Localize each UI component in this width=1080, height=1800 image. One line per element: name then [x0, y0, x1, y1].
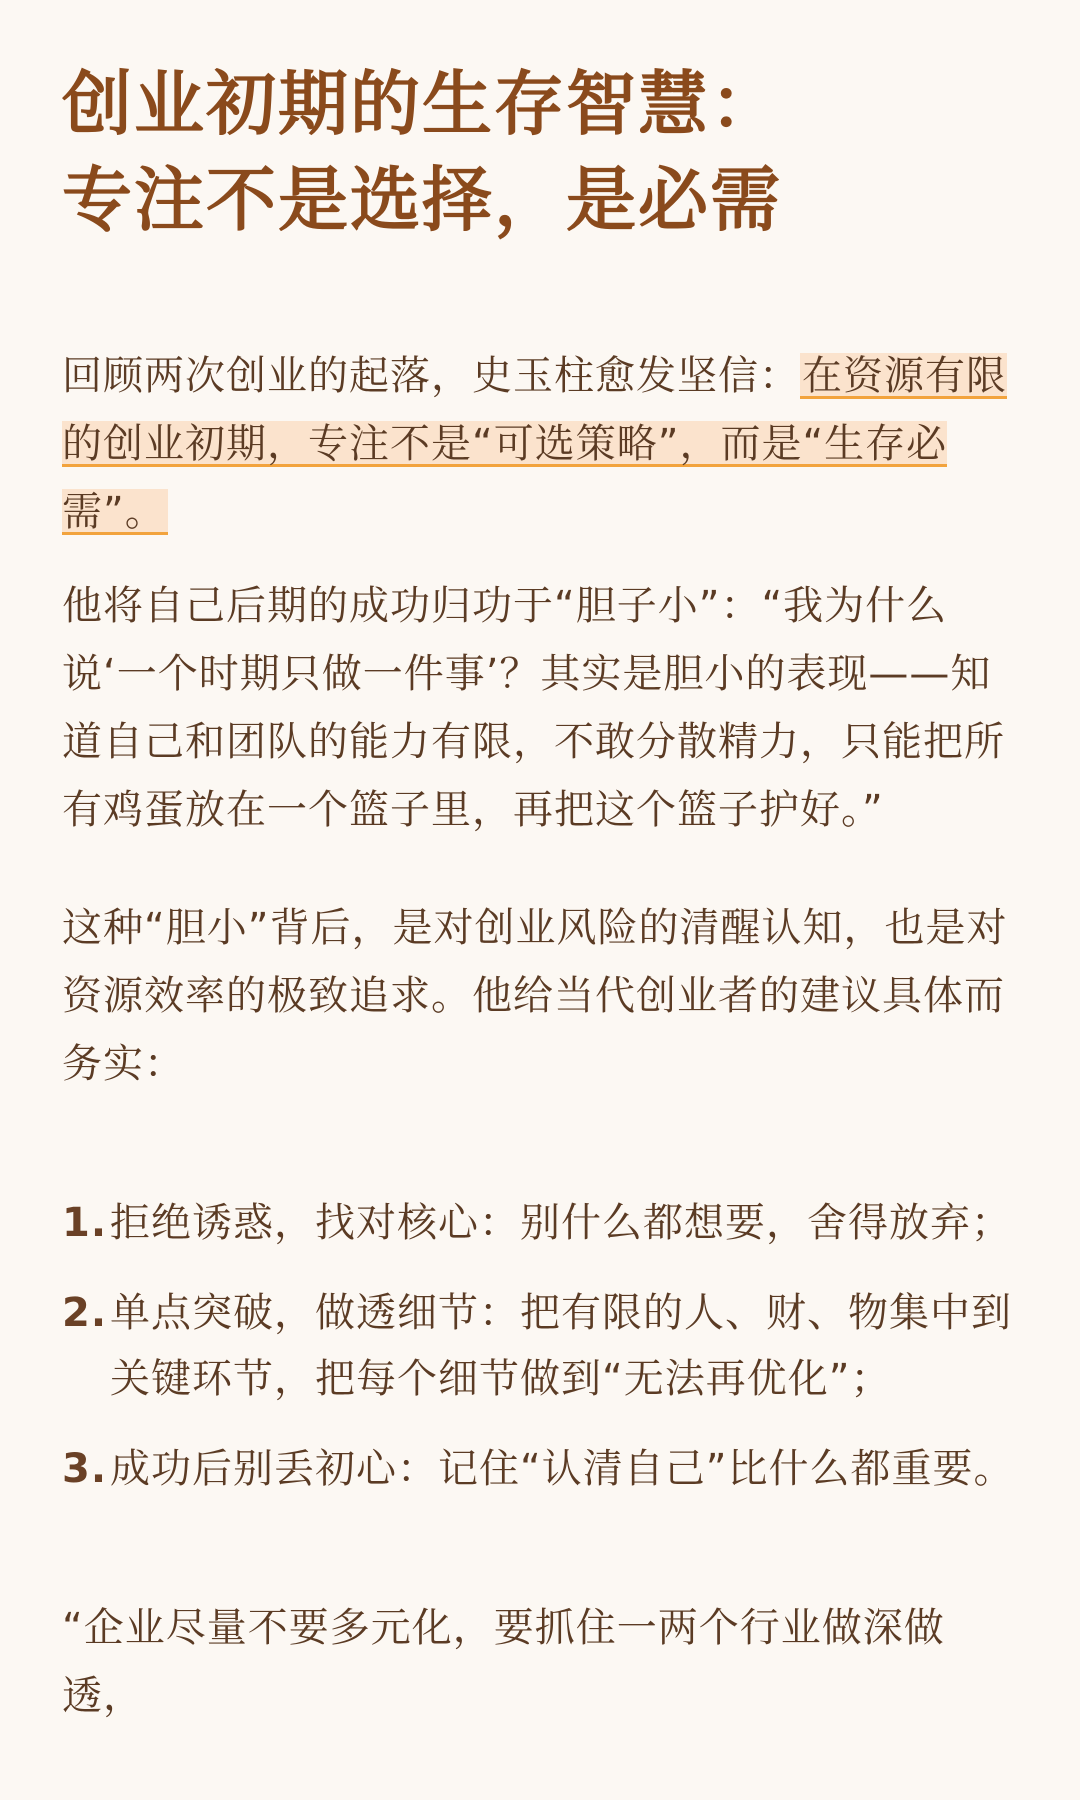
list-item-text: 单点突破，做透细节：把有限的人、财、物集中到关键环节，把每个细节做到“无法再优化”； [110, 1290, 1012, 1402]
article-title [62, 56, 1018, 248]
list-item-text: 成功后别丢初心：记住“认清自己”比什么都重要。 [110, 1446, 1015, 1492]
list-item [62, 1190, 1018, 1256]
closing-quote: “企业尽量不要多元化，要抓住一两个行业做深做透， [62, 1605, 945, 1719]
list-item-number: 1. [62, 1200, 108, 1246]
list-item-text: 拒绝诱惑，找对核心：别什么都想要，舍得放弃； [110, 1200, 1012, 1246]
title-line-1: 创业初期的生存智慧： [62, 63, 782, 145]
highlighted-text: 在资源有限的创业初期，专注不是“可选策略”，而是“生存必需”。 [62, 353, 1007, 535]
list-item-number: 2. [62, 1290, 108, 1336]
paragraph-2: 他将自己后期的成功归功于“胆子小”：“我为什么说‘一个时期只做一件事’？其实是胆小的表现——知道自己和团队的能力有限，不敢分散精力，只能把所有鸡蛋放在一个篮子里，再把这个篮子护好。” [62, 583, 1005, 833]
list-item [62, 1436, 1018, 1502]
list-item-number: 3. [62, 1446, 108, 1492]
paragraph-1-lead: 回顾两次创业的起落，史玉柱愈发坚信： [62, 353, 800, 399]
paragraph-3: 这种“胆小”背后，是对创业风险的清醒认知，也是对资源效率的极致追求。他给当代创业者的建议具体而务实： [62, 905, 1008, 1087]
advice-list [62, 1190, 1018, 1502]
paragraph-1 [62, 342, 1018, 546]
title-line-2: 专注不是选择，是必需 [62, 159, 782, 241]
list-item [62, 1280, 1018, 1412]
